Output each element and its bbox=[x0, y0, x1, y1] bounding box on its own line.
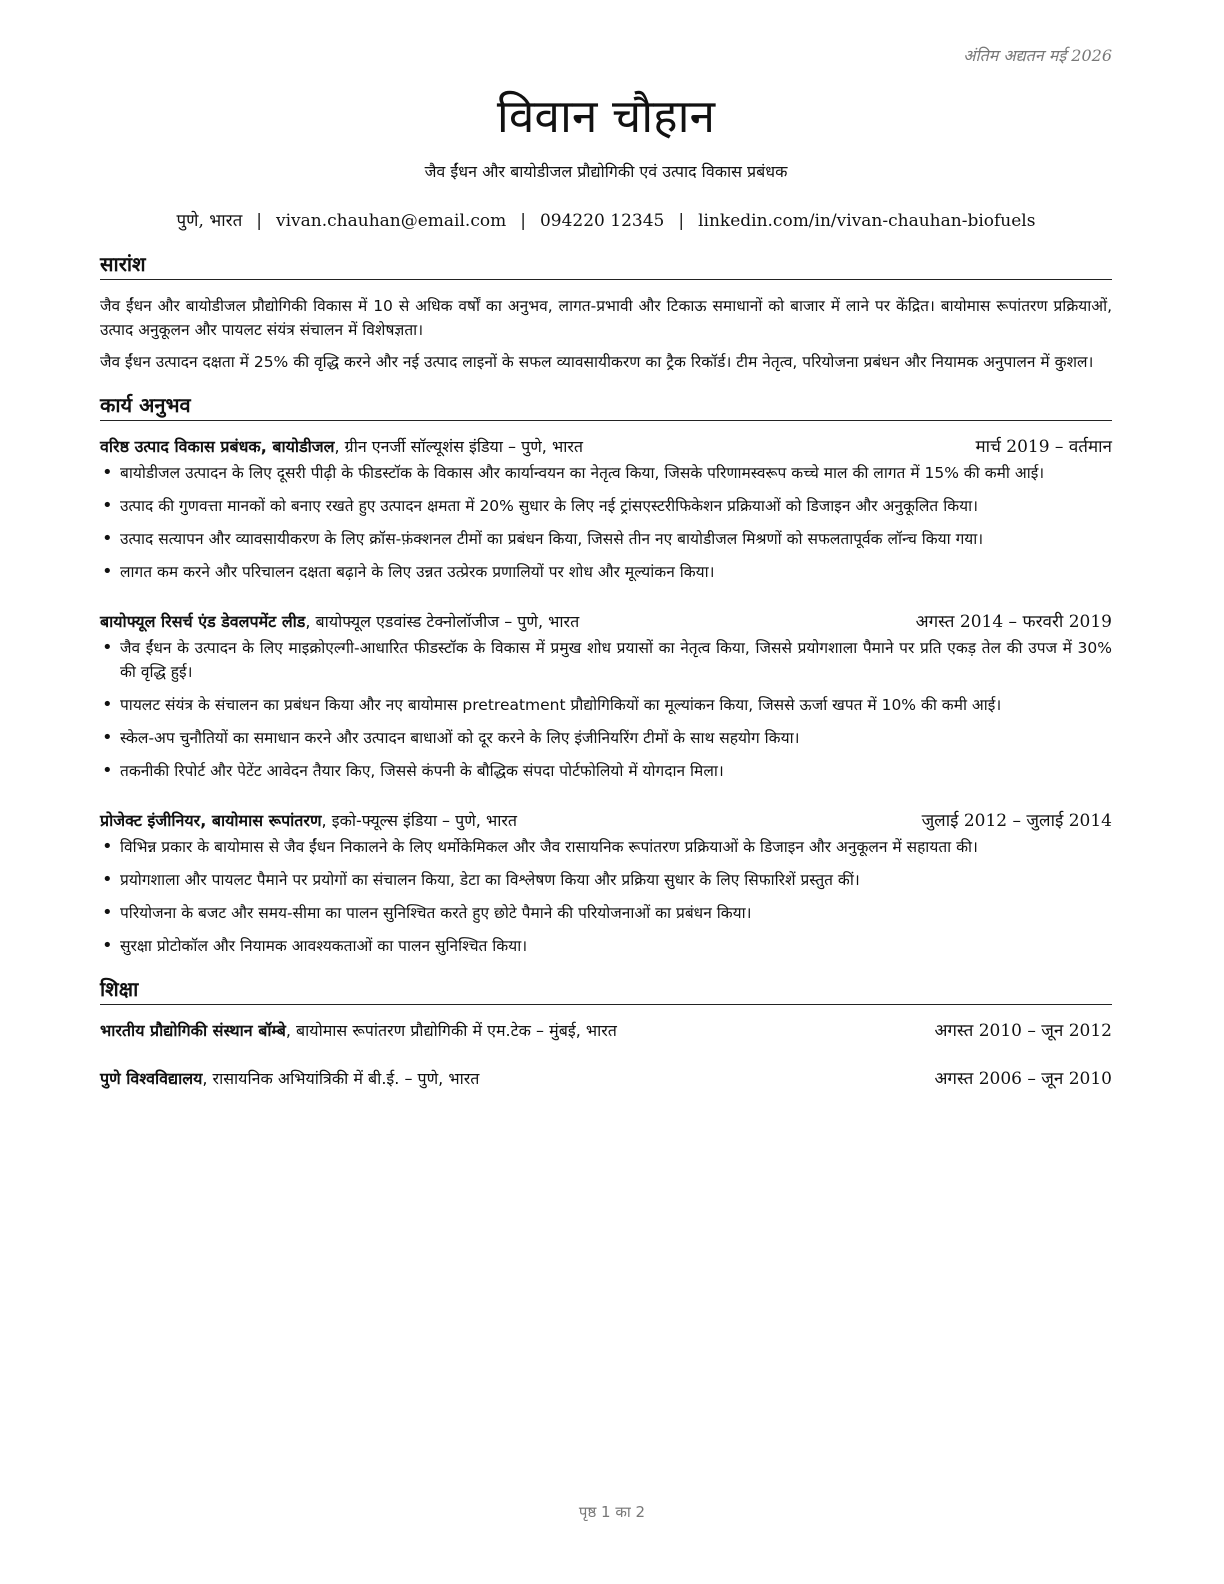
education-detail: , बायोमास रूपांतरण प्रौद्योगिकी में एम.टेक – मुंबई, भारत bbox=[285, 1021, 617, 1040]
education-institution: भारतीय प्रौद्योगिकी संस्थान बॉम्बे bbox=[100, 1021, 286, 1040]
contact-linkedin[interactable]: linkedin.com/in/vivan-chauhan-biofuels bbox=[698, 211, 1036, 231]
education-detail: , रासायनिक अभियांत्रिकी में बी.ई. – पुणे, भारत bbox=[202, 1069, 480, 1088]
education-dates: अगस्त 2010 – जून 2012 bbox=[934, 1021, 1112, 1041]
job-company: , इको-फ्यूल्स इंडिया – पुणे, भारत bbox=[321, 811, 518, 830]
job-role: बायोफ्यूल रिसर्च एंड डेवलपमेंट लीड bbox=[100, 612, 306, 631]
job-entry bbox=[100, 435, 1112, 584]
job-bullets bbox=[100, 835, 1112, 958]
education-entry bbox=[100, 1019, 1112, 1043]
education-section bbox=[100, 976, 1112, 1091]
section-heading-education: शिक्षा bbox=[100, 976, 1112, 1005]
job-dates: अगस्त 2014 – फरवरी 2019 bbox=[915, 612, 1112, 632]
summary-section bbox=[100, 251, 1112, 374]
contact-line bbox=[100, 208, 1112, 231]
job-bullet: • उत्पाद सत्यापन और व्यावसायीकरण के लिए क्रॉस-फ़ंक्शनल टीमों का प्रबंधन किया, जिससे तीन नए बायोडीजल मिश्रणों को सफलतापूर्वक लॉन्च किया गया। bbox=[100, 527, 1112, 551]
job-bullet: • बायोडीजल उत्पादन के लिए दूसरी पीढ़ी के फीडस्टॉक के विकास और कार्यान्वयन का नेतृत्व किया, जिसके परिणामस्वरूप कच्चे माल की लागत में 15% की कमी आई। bbox=[100, 461, 1112, 485]
section-heading-summary: सारांश bbox=[100, 251, 1112, 280]
job-bullet: • स्केल-अप चुनौतियों का समाधान करने और उत्पादन बाधाओं को दूर करने के लिए इंजीनियरिंग टीमों के साथ सहयोग किया। bbox=[100, 726, 1112, 750]
summary-paragraph: जैव ईंधन और बायोडीजल प्रौद्योगिकी विकास में 10 से अधिक वर्षों का अनुभव, लागत-प्रभावी और टिकाऊ समाधानों को बाजार में लाने पर केंद्रित। बायोमास रूपांतरण प्रक्रियाओं, उत्पाद अनुकूलन और पायलट संयंत्र संचालन में विशेषज्ञता। bbox=[100, 297, 1112, 339]
contact-separator: | bbox=[520, 211, 526, 231]
job-header bbox=[100, 809, 1112, 833]
job-dates: जुलाई 2012 – जुलाई 2014 bbox=[921, 811, 1112, 831]
job-header bbox=[100, 435, 1112, 459]
candidate-name: विवान चौहान bbox=[496, 89, 716, 143]
job-company: , बायोफ्यूल एडवांस्ड टेक्नोलॉजीज – पुणे, भारत bbox=[305, 612, 580, 631]
page-number: पृष्ठ 1 का 2 bbox=[578, 1503, 646, 1521]
job-bullet: • तकनीकी रिपोर्ट और पेटेंट आवेदन तैयार किए, जिससे कंपनी के बौद्धिक संपदा पोर्टफोलियो में योगदान मिला। bbox=[100, 759, 1112, 783]
job-bullet: • विभिन्न प्रकार के बायोमास से जैव ईंधन निकालने के लिए थर्मोकेमिकल और जैव रासायनिक रूपांतरण प्रक्रियाओं के डिजाइन और अनुकूलन में सहायता की। bbox=[100, 835, 1112, 859]
contact-separator: | bbox=[256, 211, 263, 231]
last-updated: अंतिम अद्यतन मई 2026 bbox=[963, 46, 1112, 65]
contact-location: पुणे, भारत bbox=[176, 211, 243, 231]
job-bullets bbox=[100, 636, 1112, 783]
experience-section bbox=[100, 392, 1112, 958]
education-institution: पुणे विश्वविद्यालय bbox=[100, 1069, 203, 1088]
job-bullet: • जैव ईंधन के उत्पादन के लिए माइक्रोएल्गी-आधारित फीडस्टॉक के विकास में प्रमुख शोध प्रयासों का नेतृत्व किया, जिससे प्रयोगशाला पैमाने पर प्रति एकड़ तेल की उपज में 30% की वृद्धि हुई। bbox=[100, 636, 1112, 684]
job-bullet: • पायलट संयंत्र के संचालन का प्रबंधन किया और नए बायोमास pretreatment प्रौद्योगिकियों का मूल्यांकन किया, जिससे ऊर्जा खपत में 10% की कमी आई। bbox=[100, 693, 1112, 717]
job-bullet: • परियोजना के बजट और समय-सीमा का पालन सुनिश्चित करते हुए छोटे पैमाने की परियोजनाओं का प्रबंधन किया। bbox=[100, 901, 1112, 925]
job-entry bbox=[100, 610, 1112, 783]
candidate-title: जैव ईंधन और बायोडीजल प्रौद्योगिकी एवं उत्पाद विकास प्रबंधक bbox=[424, 162, 788, 181]
job-bullet: • सुरक्षा प्रोटोकॉल और नियामक आवश्यकताओं का पालन सुनिश्चित किया। bbox=[100, 934, 1112, 958]
education-entry bbox=[100, 1067, 1112, 1091]
job-role: प्रोजेक्ट इंजीनियर, बायोमास रूपांतरण bbox=[100, 811, 322, 830]
job-entry bbox=[100, 809, 1112, 958]
education-dates: अगस्त 2006 – जून 2010 bbox=[934, 1069, 1112, 1089]
contact-phone[interactable]: 094220 12345 bbox=[539, 211, 665, 231]
job-dates: मार्च 2019 – वर्तमान bbox=[975, 437, 1112, 457]
contact-email[interactable]: vivan.chauhan@email.com bbox=[276, 211, 507, 231]
job-role: वरिष्ठ उत्पाद विकास प्रबंधक, बायोडीजल bbox=[100, 437, 335, 456]
section-heading-experience: कार्य अनुभव bbox=[100, 392, 1112, 421]
job-bullet: • लागत कम करने और परिचालन दक्षता बढ़ाने के लिए उन्नत उत्प्रेरक प्रणालियों पर शोध और मूल्यांकन किया। bbox=[100, 560, 1112, 584]
job-bullet: • उत्पाद की गुणवत्ता मानकों को बनाए रखते हुए उत्पादन क्षमता में 20% सुधार के लिए नई ट्रांसएस्टरीफिकेशन प्रक्रियाओं को डिजाइन और अनुकूलित किया। bbox=[100, 494, 1112, 518]
job-bullets bbox=[100, 461, 1112, 584]
job-company: , ग्रीन एनर्जी सॉल्यूशंस इंडिया – पुणे, भारत bbox=[334, 437, 584, 456]
job-bullet: • प्रयोगशाला और पायलट पैमाने पर प्रयोगों का संचालन किया, डेटा का विश्लेषण किया और प्रक्रिया सुधार के लिए सिफारिशें प्रस्तुत कीं। bbox=[100, 868, 1112, 892]
summary-paragraph: जैव ईंधन उत्पादन दक्षता में 25% की वृद्धि करने और नई उत्पाद लाइनों के सफल व्यावसायीकरण का ट्रैक रिकॉर्ड। टीम नेतृत्व, परियोजना प्रबंधन और नियामक अनुपालन में कुशल। bbox=[100, 353, 1094, 371]
contact-separator: | bbox=[678, 211, 685, 231]
job-header bbox=[100, 610, 1112, 634]
